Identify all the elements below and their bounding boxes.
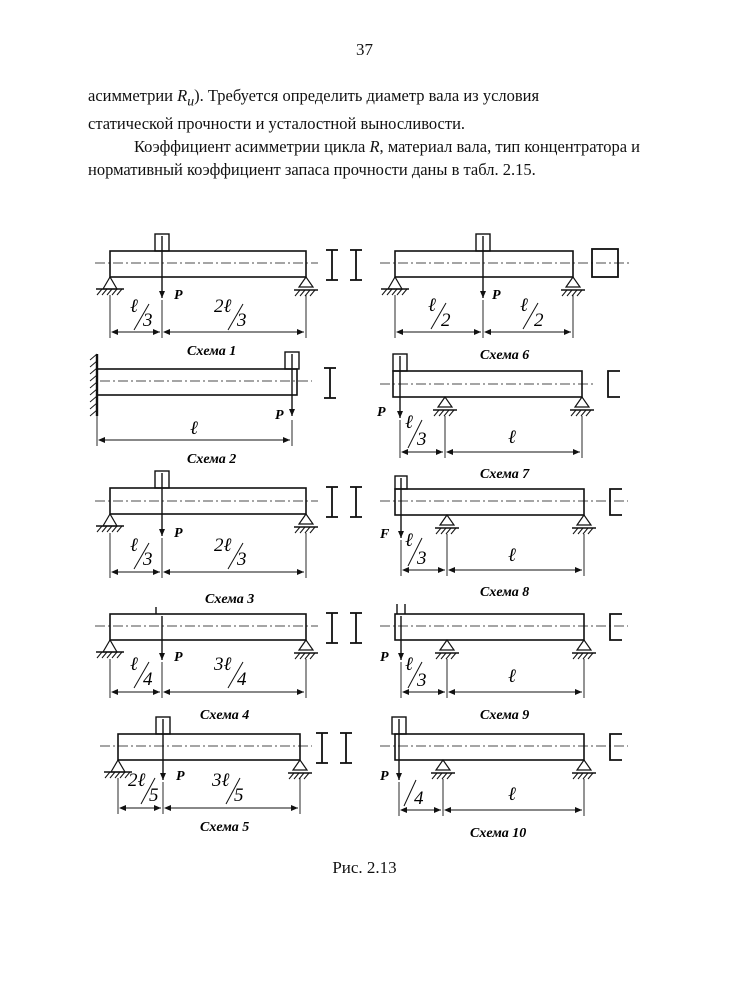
scheme-caption: Схема 5	[200, 820, 250, 835]
dim-over-num: ℓ	[405, 412, 413, 433]
scheme-caption: Схема 4	[200, 708, 250, 723]
dim-over-num: ℓ	[405, 530, 413, 551]
paragraph-2	[88, 135, 640, 181]
dim-over-den: 4	[414, 788, 424, 809]
dim-span: ℓ	[508, 427, 516, 448]
dim-left-num: ℓ	[428, 295, 436, 316]
dim-over-den: 3	[417, 548, 427, 569]
dim-right-den: 3	[237, 549, 247, 570]
dim-right-den: 4	[237, 669, 247, 690]
dim-right-den: 3	[237, 310, 247, 331]
symbol-sub: и	[187, 93, 195, 109]
dim-over-den: 3	[417, 429, 427, 450]
figure-caption: Рис. 2.13	[332, 858, 397, 877]
dim-right-num: 2ℓ	[214, 296, 232, 317]
scheme-caption: Схема 2	[187, 452, 237, 467]
load-label: P	[380, 650, 389, 665]
load-label: P	[275, 408, 284, 423]
scheme-4	[95, 607, 362, 723]
text-run: , материал вала, тип концентратора и нормативный коэффициент запаса прочности даны в табл. 2.15.	[88, 137, 640, 180]
scheme-8	[379, 476, 628, 600]
symbol-R: R	[369, 137, 380, 157]
page-number: 37	[356, 40, 373, 59]
dim-right-num: 3ℓ	[212, 770, 230, 791]
scheme-caption: Схема 1	[187, 344, 237, 359]
text-run: ). Требуется определить диаметр вала из условия	[194, 86, 540, 105]
scheme-2	[90, 352, 336, 467]
scheme-caption: Схема 9	[480, 708, 530, 723]
dim-right-num: 2ℓ	[214, 535, 232, 556]
scheme-caption: Схема 8	[480, 585, 530, 600]
dim-left-den: 3	[143, 549, 153, 570]
scheme-7	[377, 354, 620, 482]
dim-right-num: 3ℓ	[214, 654, 232, 675]
scheme-caption: Схема 10	[470, 826, 527, 841]
load-label: P	[174, 526, 183, 541]
dim-right-num: ℓ	[520, 295, 528, 316]
text-run: статической прочности и усталостной выносливости.	[88, 114, 466, 134]
body-text	[88, 84, 640, 181]
load-label: F	[380, 527, 390, 542]
dim-left-den: 4	[143, 669, 153, 690]
paragraph-1	[88, 84, 640, 135]
load-label: P	[492, 288, 501, 303]
scheme-caption: Схема 3	[205, 592, 255, 607]
dim-over-den: 3	[417, 670, 427, 691]
scheme-caption: Схема 7	[480, 467, 530, 482]
load-label: P	[377, 405, 386, 420]
dim-span: ℓ	[190, 418, 198, 439]
dim-span: ℓ	[508, 545, 516, 566]
scheme-10	[380, 717, 628, 841]
dim-left-num: ℓ	[130, 535, 138, 556]
load-label: P	[380, 769, 389, 784]
dim-span: ℓ	[508, 784, 516, 805]
scheme-5	[100, 717, 352, 835]
load-label: P	[176, 769, 185, 784]
scheme-1	[95, 234, 362, 359]
dim-left-den: 3	[143, 310, 153, 331]
dim-right-den: 5	[234, 785, 244, 806]
scheme-3	[95, 471, 362, 607]
dim-left-den: 2	[441, 310, 451, 331]
dim-left-num: ℓ	[130, 654, 138, 675]
figure-2-13	[0, 220, 729, 850]
text-run: асимметрии	[88, 86, 178, 105]
dim-over-num: ℓ	[405, 654, 413, 675]
load-label: P	[174, 288, 183, 303]
scheme-9	[380, 604, 628, 723]
scheme-caption: Схема 6	[480, 348, 530, 363]
dim-span: ℓ	[508, 666, 516, 687]
load-label: P	[174, 650, 183, 665]
scheme-6	[380, 234, 630, 363]
dim-right-den: 2	[534, 310, 544, 331]
symbol-R: R	[177, 86, 188, 105]
dim-left-num: ℓ	[130, 296, 138, 317]
text-run: Коэффициент асимметрии цикла	[134, 137, 370, 157]
dim-left-num: 2ℓ	[128, 770, 146, 791]
dim-left-den: 5	[149, 785, 159, 806]
